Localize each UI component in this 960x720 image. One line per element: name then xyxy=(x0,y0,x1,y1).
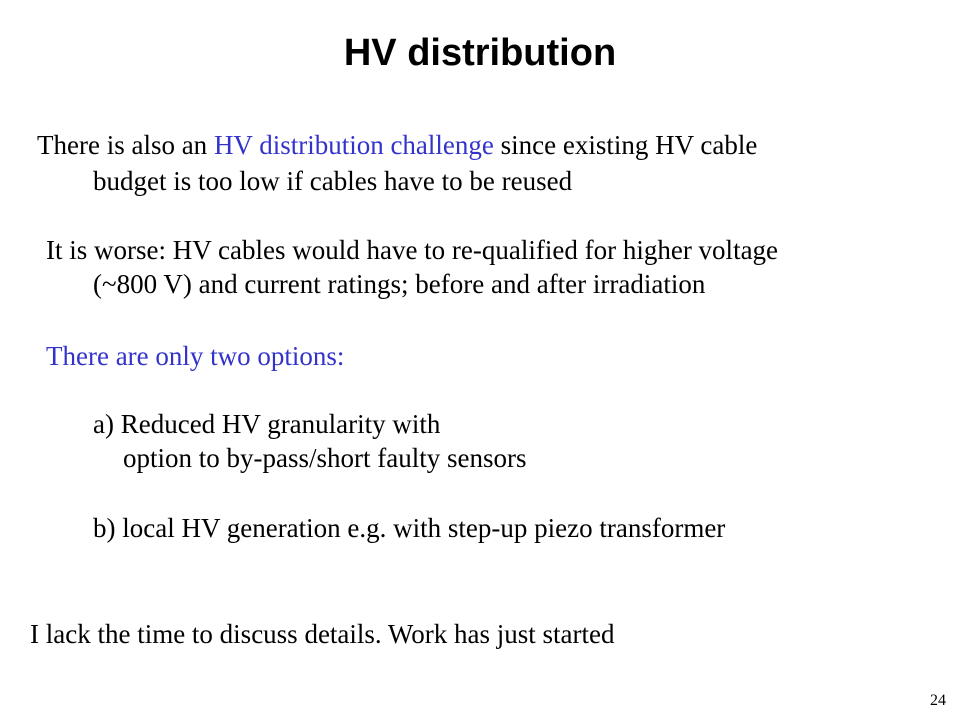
para1-text-before: There is also an xyxy=(37,130,214,160)
para1-line1 xyxy=(37,128,757,162)
page-number: 24 xyxy=(930,692,946,709)
options-heading: There are only two options: xyxy=(46,341,345,371)
para1-line2: budget is too low if cables have to be reused xyxy=(93,166,573,196)
para2-line1: It is worse: HV cables would have to re-qualified for higher voltage xyxy=(46,235,779,265)
para1-text-after: since existing HV cable xyxy=(493,130,758,160)
option-a-line2: option to by-pass/short faulty sensors xyxy=(123,443,527,473)
hv-challenge-highlight: HV distribution challenge xyxy=(213,130,494,160)
slide-title: HV distribution xyxy=(343,32,617,74)
option-b: b) local HV generation e.g. with step-up piezo transformer xyxy=(93,513,726,543)
option-a-line1: a) Reduced HV granularity with xyxy=(93,409,441,439)
para2-line2: (~800 V) and current ratings; before and after irradiation xyxy=(93,269,706,299)
footer-note: I lack the time to discuss details. Work has just started xyxy=(30,619,615,649)
